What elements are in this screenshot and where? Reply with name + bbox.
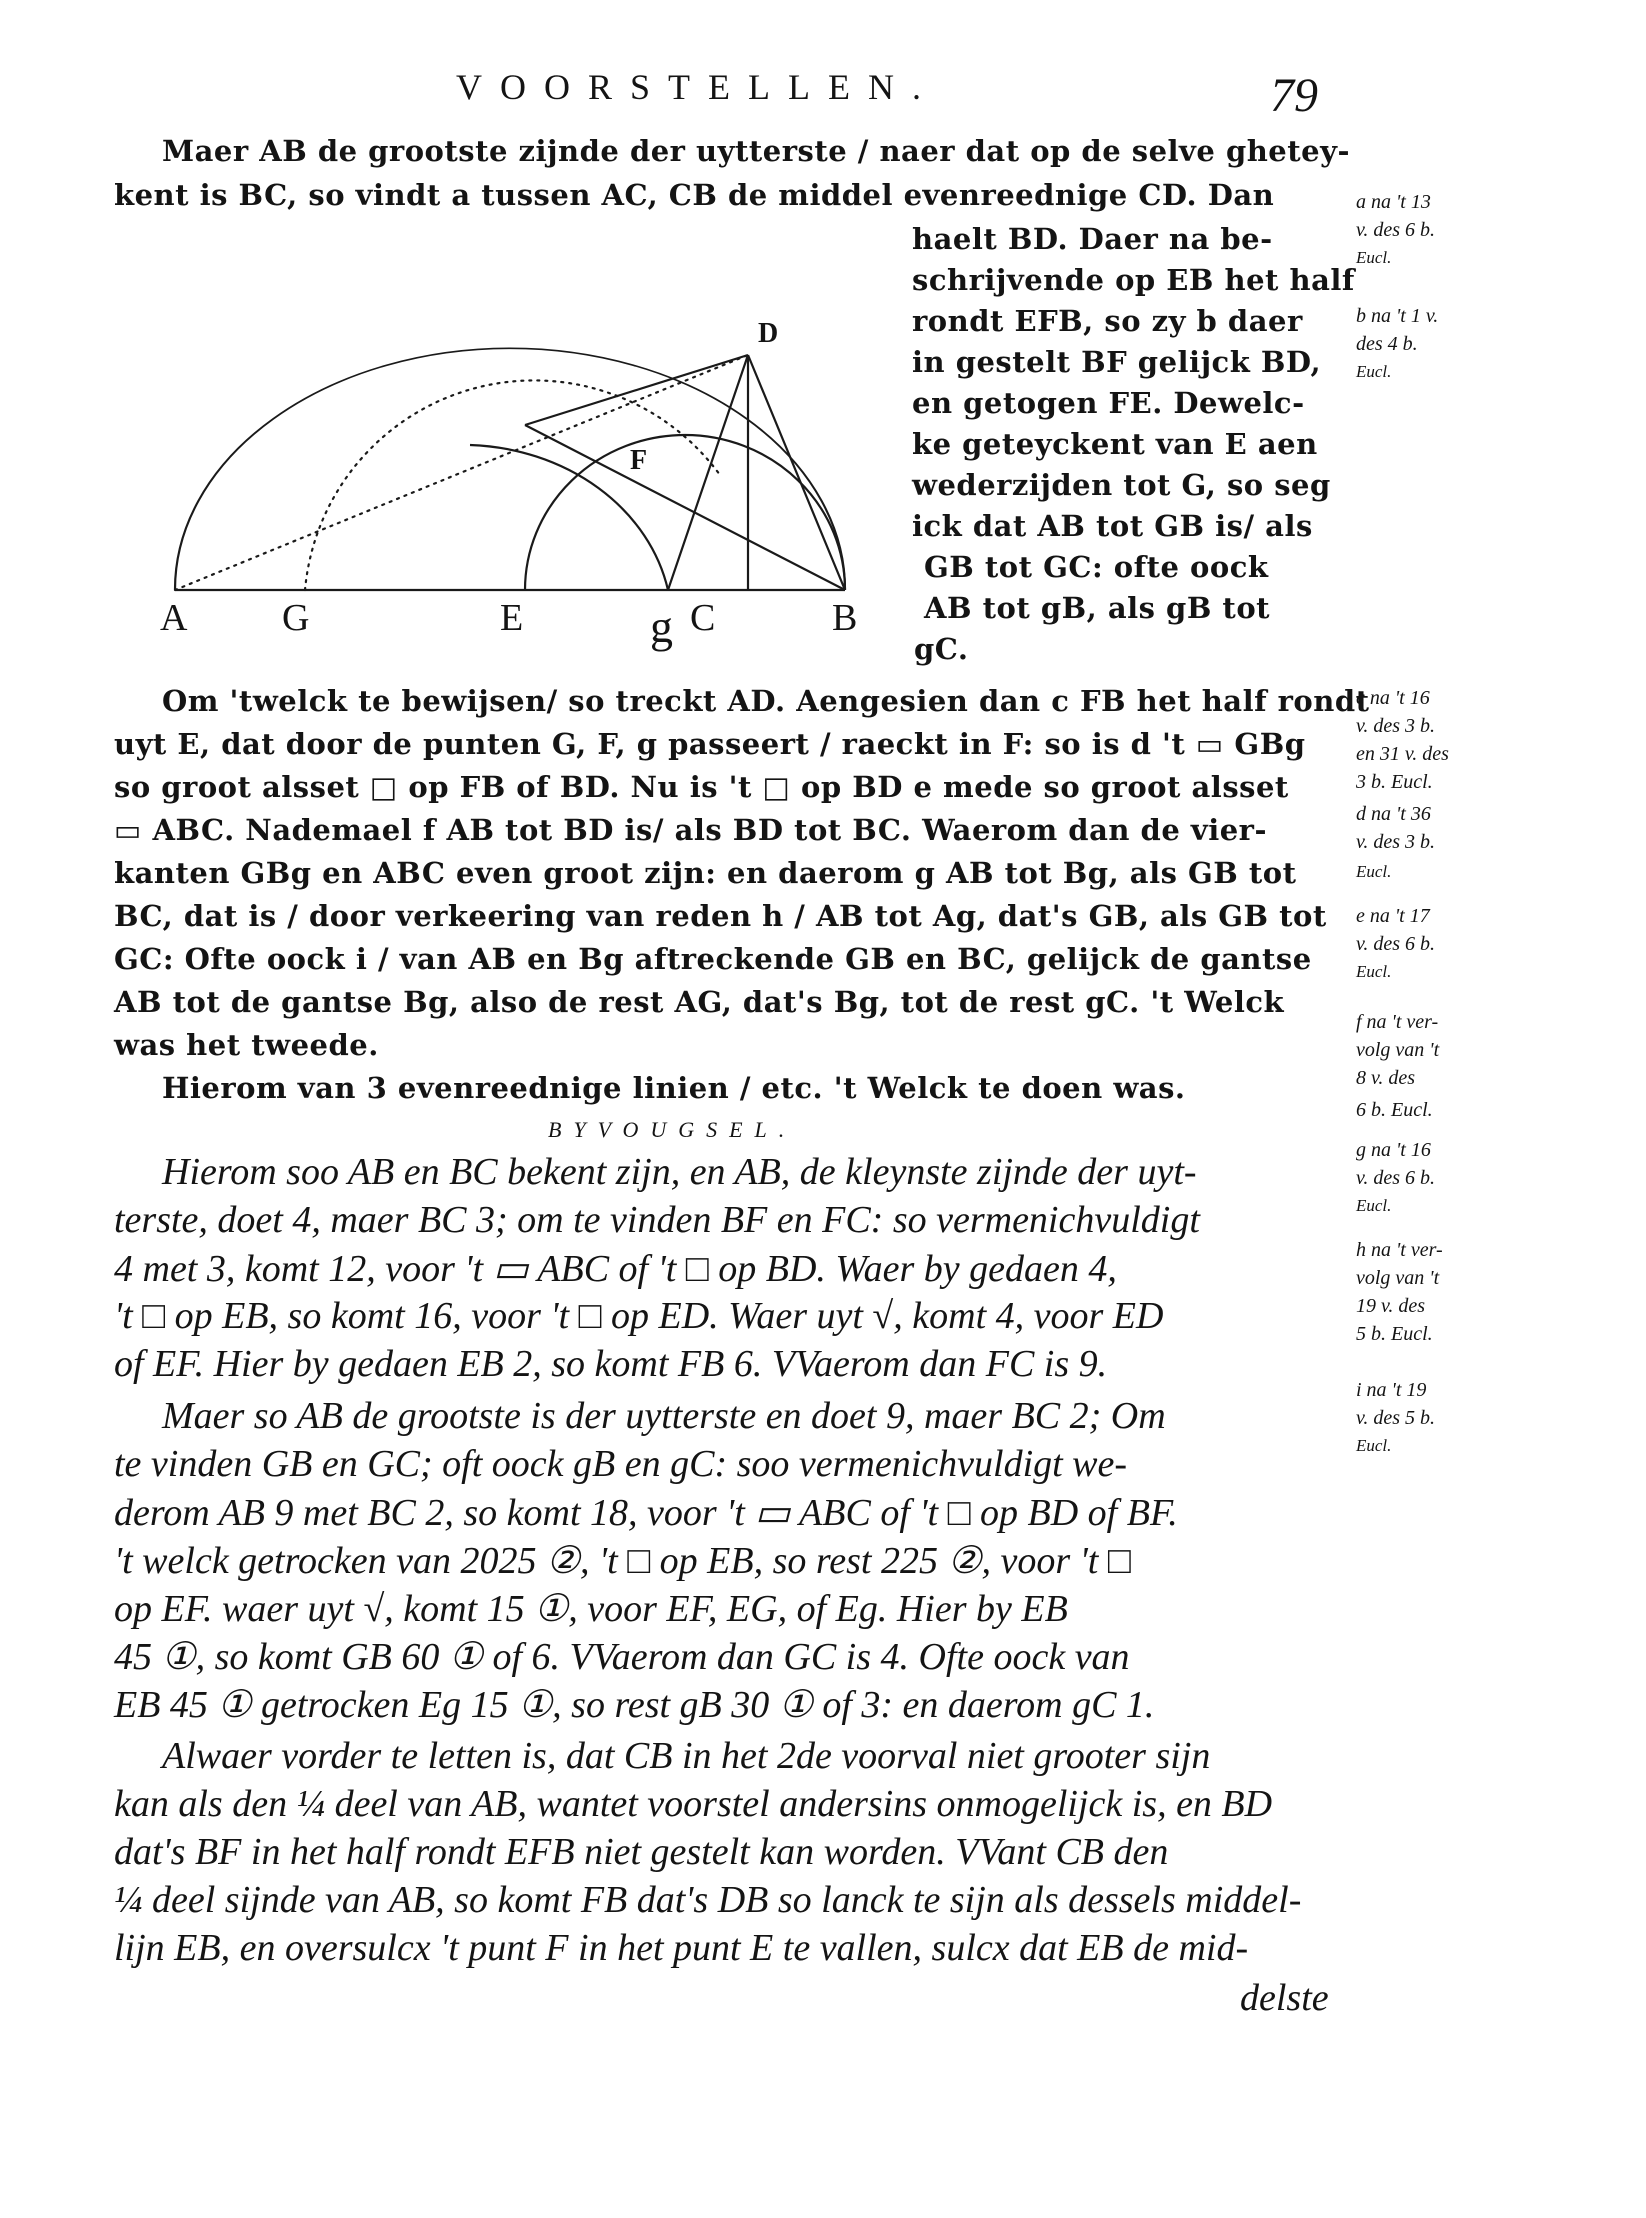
margin-note: e na 't 17 bbox=[1356, 905, 1430, 927]
label-B: B bbox=[832, 597, 858, 639]
label-E: E bbox=[500, 597, 524, 639]
label-G: G bbox=[282, 597, 310, 639]
margin-note: en 31 v. des bbox=[1356, 743, 1449, 765]
line-FB bbox=[525, 425, 845, 590]
text-line: BC, dat is / door verkeering van reden h / AB tot Ag, dat's GB, als GB tot bbox=[114, 899, 1327, 933]
text-line: lijn EB, en oversulcx 't punt F in het punt E te vallen, sulcx dat EB de mid- bbox=[114, 1927, 1249, 1969]
margin-note: h na 't ver- bbox=[1356, 1239, 1443, 1261]
text-line: schrijvende op EB het half bbox=[912, 263, 1355, 297]
line-gD bbox=[668, 355, 748, 590]
text-line: in gestelt BF gelijck BD, bbox=[912, 345, 1322, 379]
text-line: terste, doet 4, maer BC 3; om te vinden BF en FC: so vermenichvuldigt bbox=[114, 1199, 1200, 1241]
margin-note: a na 't 13 bbox=[1356, 191, 1431, 213]
text-line: wederzijden tot G, so seg bbox=[912, 468, 1331, 502]
text-line: AB tot de gantse Bg, also de rest AG, dat's Bg, tot de rest gC. 't Welck bbox=[114, 985, 1285, 1019]
margin-note: 8 v. des bbox=[1356, 1067, 1416, 1089]
text-line: GC: Ofte oock i / van AB en Bg aftreckende GB en BC, gelijck de gantse bbox=[114, 942, 1312, 976]
margin-note: Eucl. bbox=[1356, 248, 1392, 267]
margin-note: b na 't 1 v. bbox=[1356, 305, 1439, 327]
margin-note: v. des 3 b. bbox=[1356, 831, 1436, 853]
label-D: D bbox=[758, 318, 779, 349]
margin-note: v. des 6 b. bbox=[1356, 219, 1436, 241]
text-line: Hierom soo AB en BC bekent zijn, en AB, de kleynste zijnde der uyt- bbox=[162, 1151, 1197, 1193]
margin-note: Eucl. bbox=[1356, 1196, 1392, 1215]
text-line: delste bbox=[1240, 1977, 1329, 2019]
text-line: rondt EFB, so zy b daer bbox=[912, 304, 1303, 338]
margin-note: v. des 6 b. bbox=[1356, 1167, 1436, 1189]
text-line: Maer so AB de grootste is der uytterste en doet 9, maer BC 2; Om bbox=[162, 1395, 1166, 1437]
line-BD bbox=[748, 355, 845, 590]
text-line: derom AB 9 met BC 2, so komt 18, voor 't ▭ ABC of 't □ op BD of BF. bbox=[114, 1492, 1178, 1534]
label-C: C bbox=[690, 597, 716, 639]
text-line: dat's BF in het half rondt EFB niet gestelt kan worden. VVant CB den bbox=[114, 1831, 1169, 1873]
large-semicircle bbox=[175, 348, 845, 589]
margin-note: volg van 't bbox=[1356, 1267, 1440, 1289]
subheading: BYVOUGSEL. bbox=[548, 1117, 797, 1142]
text-line: op EF. waer uyt √, komt 15 ①, voor EF, EG, of Eg. Hier by EB bbox=[114, 1588, 1068, 1630]
margin-note: i na 't 19 bbox=[1356, 1379, 1427, 1401]
text-line: Maer AB de grootste zijnde der uytterste / naer dat op de selve ghetey- bbox=[162, 134, 1350, 168]
margin-note: v. des 5 b. bbox=[1356, 1407, 1436, 1429]
text-line: 't □ op EB, so komt 16, voor 't □ op ED. Waer uyt √, komt 4, voor ED bbox=[114, 1295, 1164, 1337]
dotted-line-AD bbox=[175, 355, 748, 590]
text-line: ke geteyckent van E aen bbox=[912, 427, 1318, 461]
margin-note: 19 v. des bbox=[1356, 1295, 1426, 1317]
margin-note: d na 't 36 bbox=[1356, 803, 1431, 825]
text-line: 45 ①, so komt GB 60 ① of 6. VVaerom dan GC is 4. Ofte oock van bbox=[114, 1636, 1130, 1678]
text-line: uyt E, dat door de punten G, F, g passeert / raeckt in F: so is d 't ▭ GBg bbox=[114, 727, 1306, 761]
text-line: was het tweede. bbox=[114, 1028, 379, 1062]
margin-note: v. des 3 b. bbox=[1356, 715, 1436, 737]
label-F: F bbox=[630, 445, 648, 476]
page-number: 79 bbox=[1270, 69, 1318, 122]
text-line: kanten GBg en ABC even groot zijn: en daerom g AB tot Bg, als GB tot bbox=[114, 856, 1297, 890]
margin-note: Eucl. bbox=[1356, 862, 1392, 881]
margin-note: 6 b. Eucl. bbox=[1356, 1099, 1433, 1121]
margin-note: Eucl. bbox=[1356, 962, 1392, 981]
text-line: 't welck getrocken van 2025 ②, 't □ op EB, so rest 225 ②, voor 't □ bbox=[114, 1540, 1131, 1582]
text-line: of EF. Hier by gedaen EB 2, so komt FB 6. VVaerom dan FC is 9. bbox=[114, 1343, 1108, 1385]
label-g: g bbox=[650, 601, 673, 652]
margin-note: des 4 b. bbox=[1356, 333, 1418, 355]
label-A: A bbox=[160, 597, 188, 639]
text-line: Om 'twelck te bewijsen/ so treckt AD. Aengesien dan c FB het half rondt bbox=[162, 684, 1370, 718]
text-line: EB 45 ① getrocken Eg 15 ①, so rest gB 30 ① of 3: en daerom gC 1. bbox=[114, 1684, 1155, 1726]
semicircle-EFB bbox=[525, 435, 845, 590]
text-line: gC. bbox=[914, 632, 969, 666]
margin-note: c na 't 16 bbox=[1356, 687, 1430, 709]
margin-note: Eucl. bbox=[1356, 362, 1392, 381]
text-line: 4 met 3, komt 12, voor 't ▭ ABC of 't □ op BD. Waer by gedaen 4, bbox=[114, 1248, 1117, 1290]
text-line: AB tot gB, als gB tot bbox=[924, 591, 1271, 625]
margin-note: v. des 6 b. bbox=[1356, 933, 1436, 955]
text-line: ▭ ABC. Nademael f AB tot BD is/ als BD tot BC. Waerom dan de vier- bbox=[114, 813, 1267, 847]
margin-note: 3 b. Eucl. bbox=[1356, 771, 1433, 793]
text-line: te vinden GB en GC; oft oock gB en gC: soo vermenichvuldigt we- bbox=[114, 1443, 1128, 1485]
text-line: Alwaer vorder te letten is, dat CB in het 2de voorval niet grooter sijn bbox=[162, 1735, 1211, 1777]
text-line: Hierom van 3 evenreednige linien / etc. 't Welck te doen was. bbox=[162, 1071, 1186, 1105]
text-line: so groot alsset □ op FB of BD. Nu is 't □ op BD e mede so groot alsset bbox=[114, 770, 1289, 804]
text-line: haelt BD. Daer na be- bbox=[912, 222, 1273, 256]
text-line: kent is BC, so vindt a tussen AC, CB de middel evenreednige CD. Dan bbox=[114, 178, 1275, 212]
margin-note: 5 b. Eucl. bbox=[1356, 1323, 1433, 1345]
text-line: ¼ deel sijnde van AB, so komt FB dat's DB so lanck te sijn als dessels middel- bbox=[114, 1879, 1302, 1921]
running-header: VOORSTELLEN. bbox=[456, 67, 939, 107]
margin-note: g na 't 16 bbox=[1356, 1139, 1431, 1161]
text-line: kan als den ¼ deel van AB, wantet voorstel andersins onmogelijck is, en BD bbox=[114, 1783, 1273, 1825]
text-line: en getogen FE. Dewelc- bbox=[912, 386, 1305, 420]
margin-note: f na 't ver- bbox=[1356, 1011, 1439, 1033]
margin-note: Eucl. bbox=[1356, 1436, 1392, 1455]
margin-note: volg van 't bbox=[1356, 1039, 1440, 1061]
text-line: ick dat AB tot GB is/ als bbox=[912, 509, 1313, 543]
text-line: GB tot GC: ofte oock bbox=[924, 550, 1269, 584]
